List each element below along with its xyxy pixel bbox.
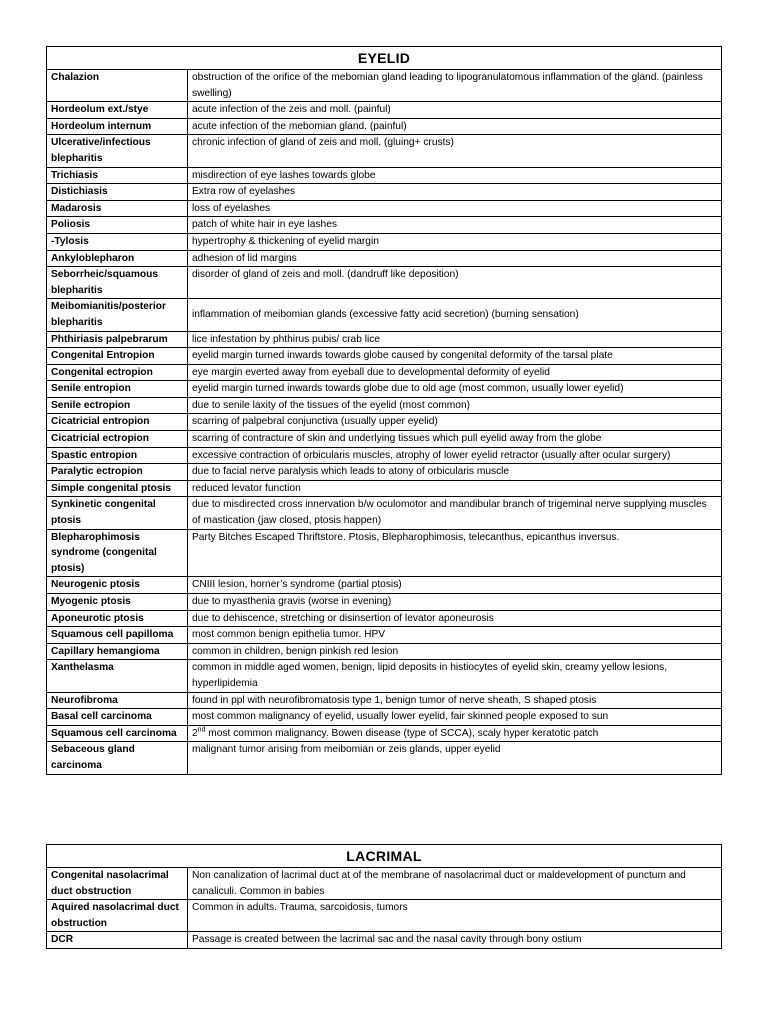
term-cell: Distichiasis	[47, 184, 188, 201]
table-row	[47, 200, 722, 217]
term-cell: Hordeolum internum	[47, 118, 188, 135]
description-cell: hypertrophy & thickening of eyelid margin	[188, 233, 722, 250]
table-row	[47, 250, 722, 267]
description-cell: patch of white hair in eye lashes	[188, 217, 722, 234]
term-cell: Congenital nasolacrimal duct obstruction	[47, 868, 188, 900]
table-row	[47, 431, 722, 448]
table-row	[47, 692, 722, 709]
table-row	[47, 414, 722, 431]
table-row	[47, 118, 722, 135]
description-cell: chronic infection of gland of zeis and moll. (gluing+ crusts)	[188, 135, 722, 167]
table-row	[47, 381, 722, 398]
table-row	[47, 167, 722, 184]
description-cell: inflammation of meibomian glands (excessive fatty acid secretion) (burning sensation)	[188, 299, 722, 331]
description-cell: eye margin everted away from eyeball due to developmental deformity of eyelid	[188, 364, 722, 381]
description-text: most common malignancy. Bowen disease (type of SCCA), scaly hyper keratotic patch	[205, 727, 599, 739]
term-cell: Sebaceous gland carcinoma	[47, 742, 188, 774]
table-row	[47, 102, 722, 119]
ordinal-suffix: nd	[197, 726, 206, 734]
description-cell: obstruction of the orifice of the mebomian gland leading to lipogranulatomous inflammation of the gland. (painless swelling)	[188, 70, 722, 102]
description-cell: due to facial nerve paralysis which leads to atony of orbicularis muscle	[188, 464, 722, 481]
term-cell: Neurofibroma	[47, 692, 188, 709]
term-cell: Seborrheic/squamous blepharitis	[47, 267, 188, 299]
table-row	[47, 497, 722, 529]
term-cell: Spastic entropion	[47, 447, 188, 464]
term-cell: Poliosis	[47, 217, 188, 234]
term-cell: Ulcerative/infectious blepharitis	[47, 135, 188, 167]
term-cell: Trichiasis	[47, 167, 188, 184]
table-row	[47, 267, 722, 299]
term-cell: Aponeurotic ptosis	[47, 610, 188, 627]
description-cell: Party Bitches Escaped Thriftstore. Ptosis, Blepharophimosis, telecanthus, epicanthus inversus.	[188, 529, 722, 577]
term-cell: Congenital Entropion	[47, 348, 188, 365]
term-cell: Aquired nasolacrimal duct obstruction	[47, 900, 188, 932]
ordinal-number: 2	[192, 727, 198, 739]
term-cell: Paralytic ectropion	[47, 464, 188, 481]
term-cell: Chalazion	[47, 70, 188, 102]
table-row	[47, 464, 722, 481]
table-row	[47, 184, 722, 201]
table-row	[47, 299, 722, 331]
description-cell: eyelid margin turned inwards towards globe caused by congenital deformity of the tarsal plate	[188, 348, 722, 365]
table-row	[47, 742, 722, 774]
table-row	[47, 627, 722, 644]
description-cell: eyelid margin turned inwards towards globe due to old age (most common, usually lower eyelid)	[188, 381, 722, 398]
table-row	[47, 397, 722, 414]
description-cell: acute infection of the zeis and moll. (painful)	[188, 102, 722, 119]
table-row	[47, 868, 722, 900]
table-row	[47, 331, 722, 348]
description-cell: due to dehiscence, stretching or disinsertion of levator aponeurosis	[188, 610, 722, 627]
description-cell	[188, 725, 722, 742]
term-cell: Myogenic ptosis	[47, 594, 188, 611]
term-cell: Squamous cell papilloma	[47, 627, 188, 644]
table-row	[47, 529, 722, 577]
term-cell: Squamous cell carcinoma	[47, 725, 188, 742]
description-cell: lice infestation by phthirus pubis/ crab lice	[188, 331, 722, 348]
term-cell: Blepharophimosis syndrome (congenital ptosis)	[47, 529, 188, 577]
term-cell: Synkinetic congenital ptosis	[47, 497, 188, 529]
term-cell: Senile entropion	[47, 381, 188, 398]
description-cell: due to senile laxity of the tissues of the eyelid (most common)	[188, 397, 722, 414]
description-cell: misdirection of eye lashes towards globe	[188, 167, 722, 184]
description-cell: Common in adults. Trauma, sarcoidosis, tumors	[188, 900, 722, 932]
table-row	[47, 900, 722, 932]
description-cell: common in children, benign pinkish red lesion	[188, 643, 722, 660]
description-cell: Passage is created between the lacrimal sac and the nasal cavity through bony ostium	[188, 932, 722, 949]
term-cell: -Tylosis	[47, 233, 188, 250]
table-row	[47, 217, 722, 234]
table-row	[47, 577, 722, 594]
term-cell: Neurogenic ptosis	[47, 577, 188, 594]
description-cell: most common malignancy of eyelid, usually lower eyelid, fair skinned people exposed to sun	[188, 709, 722, 726]
description-cell: CNIII lesion, horner’s syndrome (partial ptosis)	[188, 577, 722, 594]
table-row	[47, 594, 722, 611]
term-cell: Meibomianitis/posterior blepharitis	[47, 299, 188, 331]
term-cell: Capillary hemangioma	[47, 643, 188, 660]
term-cell: Senile ectropion	[47, 397, 188, 414]
description-cell: adhesion of lid margins	[188, 250, 722, 267]
description-cell: scarring of contracture of skin and underlying tissues which pull eyelid away from the globe	[188, 431, 722, 448]
term-cell: Cicatricial ectropion	[47, 431, 188, 448]
table-row	[47, 709, 722, 726]
term-cell: Ankyloblepharon	[47, 250, 188, 267]
table-row	[47, 348, 722, 365]
description-cell: disorder of gland of zeis and moll. (dandruff like deposition)	[188, 267, 722, 299]
table-row	[47, 725, 722, 742]
eyelid-title: EYELID	[47, 47, 722, 70]
table-row	[47, 135, 722, 167]
description-cell: common in middle aged women, benign, lipid deposits in histiocytes of eyelid skin, creamy yellow lesions, hyperlipidemia	[188, 660, 722, 692]
lacrimal-title: LACRIMAL	[47, 845, 722, 868]
description-cell: most common benign epithelia tumor. HPV	[188, 627, 722, 644]
term-cell: DCR	[47, 932, 188, 949]
description-cell: Extra row of eyelashes	[188, 184, 722, 201]
table-row	[47, 480, 722, 497]
description-cell: acute infection of the mebomian gland. (painful)	[188, 118, 722, 135]
term-cell: Cicatricial entropion	[47, 414, 188, 431]
term-cell: Basal cell carcinoma	[47, 709, 188, 726]
description-cell: excessive contraction of orbicularis muscles, atrophy of lower eyelid retractor (usually after ocular surgery)	[188, 447, 722, 464]
table-row	[47, 610, 722, 627]
term-cell: Congenital ectropion	[47, 364, 188, 381]
description-cell: malignant tumor arising from meibomian or zeis glands, upper eyelid	[188, 742, 722, 774]
table-row	[47, 233, 722, 250]
description-cell: Non canalization of lacrimal duct at of the membrane of nasolacrimal duct or maldevelopment of punctum and canaliculi. Common in babies	[188, 868, 722, 900]
term-cell: Phthiriasis palpebrarum	[47, 331, 188, 348]
table-row	[47, 660, 722, 692]
term-cell: Hordeolum ext./stye	[47, 102, 188, 119]
lacrimal-table	[46, 844, 722, 949]
table-row	[47, 70, 722, 102]
term-cell: Madarosis	[47, 200, 188, 217]
description-cell: found in ppl with neurofibromatosis type 1, benign tumor of nerve sheath, S shaped ptosis	[188, 692, 722, 709]
term-cell: Simple congenital ptosis	[47, 480, 188, 497]
description-cell: scarring of palpebral conjunctiva (usually upper eyelid)	[188, 414, 722, 431]
eyelid-table	[46, 46, 722, 775]
table-row	[47, 643, 722, 660]
table-row	[47, 932, 722, 949]
table-row	[47, 364, 722, 381]
description-cell: reduced levator function	[188, 480, 722, 497]
description-cell: due to misdirected cross innervation b/w oculomotor and mandibular branch of trigeminal nerve supplying muscles of mastication (jaw closed, ptosis happen)	[188, 497, 722, 529]
description-cell: loss of eyelashes	[188, 200, 722, 217]
term-cell: Xanthelasma	[47, 660, 188, 692]
table-row	[47, 447, 722, 464]
description-cell: due to myasthenia gravis (worse in evening)	[188, 594, 722, 611]
